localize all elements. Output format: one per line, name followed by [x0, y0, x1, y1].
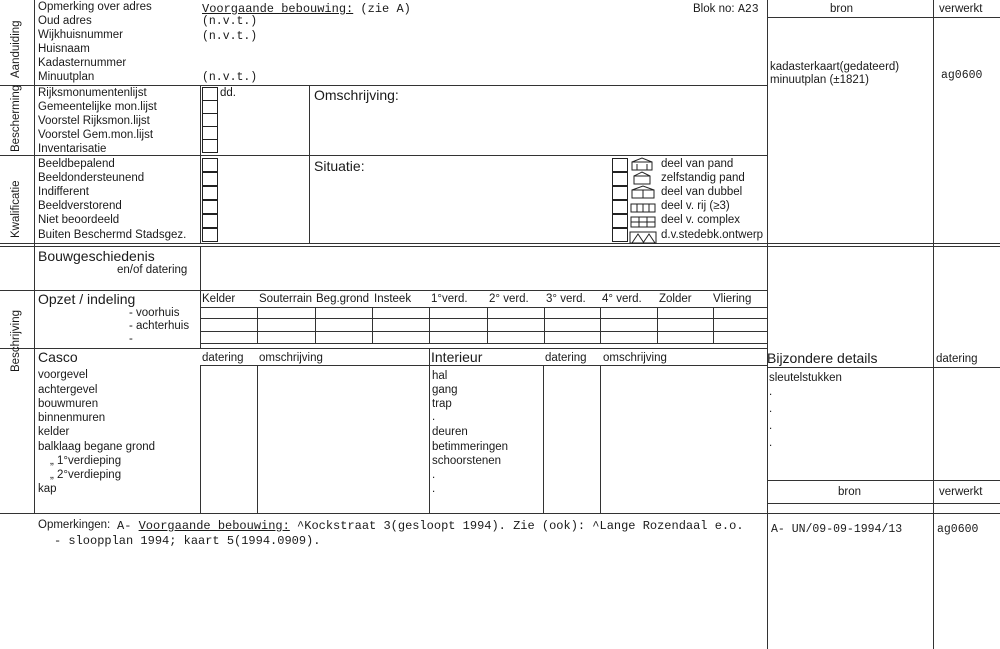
floor-1e-verd: 1°verd. — [431, 293, 468, 305]
checkbox-deel-van-dubbel[interactable] — [612, 186, 628, 200]
bijzondere-item: . — [769, 420, 773, 432]
interieur-item: . — [432, 411, 436, 423]
bijzondere-item: . — [769, 437, 773, 449]
interieur-item: . — [432, 469, 436, 481]
interieur-item: deuren — [432, 426, 468, 438]
bijzondere-item: . — [769, 386, 773, 398]
opmerkingen-line-1 — [117, 519, 744, 533]
casco-item: „ 2°verdieping — [50, 469, 122, 481]
opmerking-prefix: A- — [117, 519, 139, 533]
typed-title: Voorgaande bebouwing: — [202, 2, 354, 16]
option-deel-van-dubbel: deel van dubbel — [661, 186, 743, 198]
blok-value: A23 — [738, 3, 759, 16]
casco-item: binnenmuren — [38, 412, 106, 424]
checkbox-deel-v-rij[interactable] — [612, 200, 628, 214]
typed-opmerking — [202, 2, 411, 16]
interieur-item: hal — [432, 370, 448, 382]
opzet-achterhuis: - achterhuis — [129, 320, 190, 332]
row-kadasternummer: Kadasternummer — [38, 57, 127, 69]
checkbox-buiten-beschermd[interactable] — [202, 228, 218, 242]
opmerkingen-label: Opmerkingen: — [38, 519, 111, 531]
omschrijving-heading: Omschrijving: — [314, 87, 399, 103]
casco-item: voorgevel — [38, 369, 88, 381]
row-beeldbepalend: Beeldbepalend — [38, 158, 115, 170]
floor-beg-grond: Beg.grond — [316, 293, 370, 305]
bouwgeschiedenis-heading: Bouwgeschiedenis — [38, 248, 155, 264]
checkbox-stedebk-ontwerp[interactable] — [612, 228, 628, 242]
opzet-empty-row: - — [129, 333, 133, 345]
floor-vliering: Vliering — [713, 293, 752, 305]
bron-header: bron — [830, 3, 854, 15]
row-wijkhuisnummer: Wijkhuisnummer — [38, 29, 123, 41]
option-deel-v-complex: deel v. complex — [661, 214, 741, 226]
checkbox-inventarisatie[interactable] — [202, 139, 218, 153]
section-bescherming: Bescherming — [10, 84, 22, 152]
floor-zolder: Zolder — [659, 293, 692, 305]
row-buiten-beschermd: Buiten Beschermd Stadsgez. — [38, 229, 187, 241]
bijzondere-item: . — [769, 403, 773, 415]
checkbox-voorstel-rijksmon[interactable] — [202, 113, 218, 127]
typed-wijkhuisnummer: (n.v.t.) — [202, 30, 258, 43]
row-niet-beoordeeld: Niet beoordeeld — [38, 214, 120, 226]
row-rijksmonumentenlijst: Rijksmonumentenlijst — [38, 87, 147, 99]
interieur-item: gang — [432, 384, 458, 396]
house-pictogram-icons — [629, 157, 657, 245]
checkbox-voorstel-gemmon[interactable] — [202, 126, 218, 140]
opmerking-rest: ^Kockstraat 3(gesloopt 1994). Zie (ook): ^Lange Rozendaal e.o. — [289, 519, 744, 533]
checkbox-zelfstandig-pand[interactable] — [612, 172, 628, 186]
interieur-omschrijving-header: omschrijving — [603, 352, 667, 364]
typed-minuutplan: (n.v.t.) — [202, 71, 258, 84]
casco-omschrijving-header: omschrijving — [259, 352, 323, 364]
checkbox-beeldondersteunend[interactable] — [202, 172, 218, 186]
casco-datering-header: datering — [202, 352, 244, 364]
interieur-item: . — [432, 483, 436, 495]
floor-2e-verd: 2° verd. — [489, 293, 529, 305]
row-inventarisatie: Inventarisatie — [38, 143, 107, 155]
bijzondere-datering-header: datering — [936, 353, 978, 365]
situatie-heading: Situatie: — [314, 158, 365, 174]
interieur-item: schoorstenen — [432, 455, 502, 467]
bijzondere-item: sleutelstukken — [769, 372, 842, 384]
checkbox-beeldbepalend[interactable] — [202, 158, 218, 172]
deel-v-rij-icon — [631, 204, 655, 212]
row-minuutplan: Minuutplan — [38, 71, 95, 83]
verwerkt-aanduiding: ag0600 — [941, 69, 983, 82]
row-voorstel-gemmon: Voorstel Gem.mon.lijst — [38, 129, 154, 141]
option-zelfstandig-pand: zelfstandig pand — [661, 172, 745, 184]
row-opmerking-adres: Opmerking over adres — [38, 1, 152, 13]
verwerkt-header: verwerkt — [939, 3, 983, 15]
floor-insteek: Insteek — [374, 293, 412, 305]
checkbox-beeldverstorend[interactable] — [202, 200, 218, 214]
casco-item: balklaag begane grond — [38, 441, 156, 453]
opmerkingen-line-2: - sloopplan 1994; kaart 5(1994.0909). — [54, 534, 321, 548]
section-kwalificatie: Kwalificatie — [10, 180, 22, 238]
option-stedebk-ontwerp: d.v.stedebk.ontwerp — [661, 229, 764, 241]
casco-item: „ 1°verdieping — [50, 455, 122, 467]
interieur-heading: Interieur — [431, 349, 483, 365]
zelfstandig-pand-icon — [634, 172, 650, 184]
casco-item: kelder — [38, 426, 70, 438]
opmerking-title: Voorgaande bebouwing: — [138, 519, 290, 533]
row-beeldondersteunend: Beeldondersteunend — [38, 172, 145, 184]
opzet-heading: Opzet / indeling — [38, 291, 136, 307]
floor-3e-verd: 3° verd. — [546, 293, 586, 305]
checkbox-rijksmonumentenlijst[interactable] — [202, 87, 218, 101]
checkbox-deel-v-complex[interactable] — [612, 214, 628, 228]
floor-4e-verd: 4° verd. — [602, 293, 642, 305]
interieur-datering-header: datering — [545, 352, 587, 364]
casco-item: kap — [38, 483, 57, 495]
opzet-voorhuis: - voorhuis — [129, 307, 180, 319]
row-oud-adres: Oud adres — [38, 15, 92, 27]
section-beschrijving: Beschrijving — [10, 310, 22, 372]
section-aanduiding: Aanduiding — [10, 20, 22, 78]
row-gemeentelijke-monlijst: Gemeentelijke mon.lijst — [38, 101, 157, 113]
interieur-item: betimmeringen — [432, 441, 509, 453]
blok-label: Blok no: — [693, 3, 735, 15]
checkbox-niet-beoordeeld[interactable] — [202, 214, 218, 228]
casco-item: bouwmuren — [38, 398, 99, 410]
bron-line-minuutplan: minuutplan (±1821) — [770, 74, 870, 86]
deel-v-complex-icon — [631, 217, 655, 227]
opmerkingen-bron-value: A- UN/09-09-1994/13 — [771, 523, 903, 536]
row-huisnaam: Huisnaam — [38, 43, 90, 55]
dd-label: dd. — [220, 87, 236, 99]
option-deel-van-pand: deel van pand — [661, 158, 734, 170]
floor-souterrain: Souterrain — [259, 293, 313, 305]
row-voorstel-rijksmon: Voorstel Rijksmon.lijst — [38, 115, 150, 127]
interieur-item: trap — [432, 398, 452, 410]
casco-heading: Casco — [38, 349, 78, 365]
bijzondere-details-heading: Bijzondere details — [767, 350, 878, 366]
option-deel-v-rij: deel v. rij (≥3) — [661, 200, 730, 212]
bron-footer-header: bron — [838, 486, 862, 498]
checkbox-deel-van-pand[interactable] — [612, 158, 628, 172]
casco-item: achtergevel — [38, 384, 98, 396]
opmerkingen-verwerkt-value: ag0600 — [937, 523, 979, 536]
typed-oud-adres: (n.v.t.) — [202, 15, 258, 28]
deel-van-dubbel-icon — [632, 186, 654, 198]
typed-title-suffix: (zie A) — [353, 2, 411, 16]
verwerkt-footer-header: verwerkt — [939, 486, 983, 498]
floor-kelder: Kelder — [202, 293, 236, 305]
checkbox-indifferent[interactable] — [202, 186, 218, 200]
row-beeldverstorend: Beeldverstorend — [38, 200, 122, 212]
row-indifferent: Indifferent — [38, 186, 89, 198]
bron-line-kadasterkaart: kadasterkaart(gedateerd) — [770, 61, 900, 73]
checkbox-gemeentelijke-monlijst[interactable] — [202, 100, 218, 114]
en-of-datering-label: en/of datering — [117, 264, 188, 276]
deel-van-pand-icon — [632, 158, 652, 170]
stedebk-ontwerp-icon — [630, 232, 656, 243]
